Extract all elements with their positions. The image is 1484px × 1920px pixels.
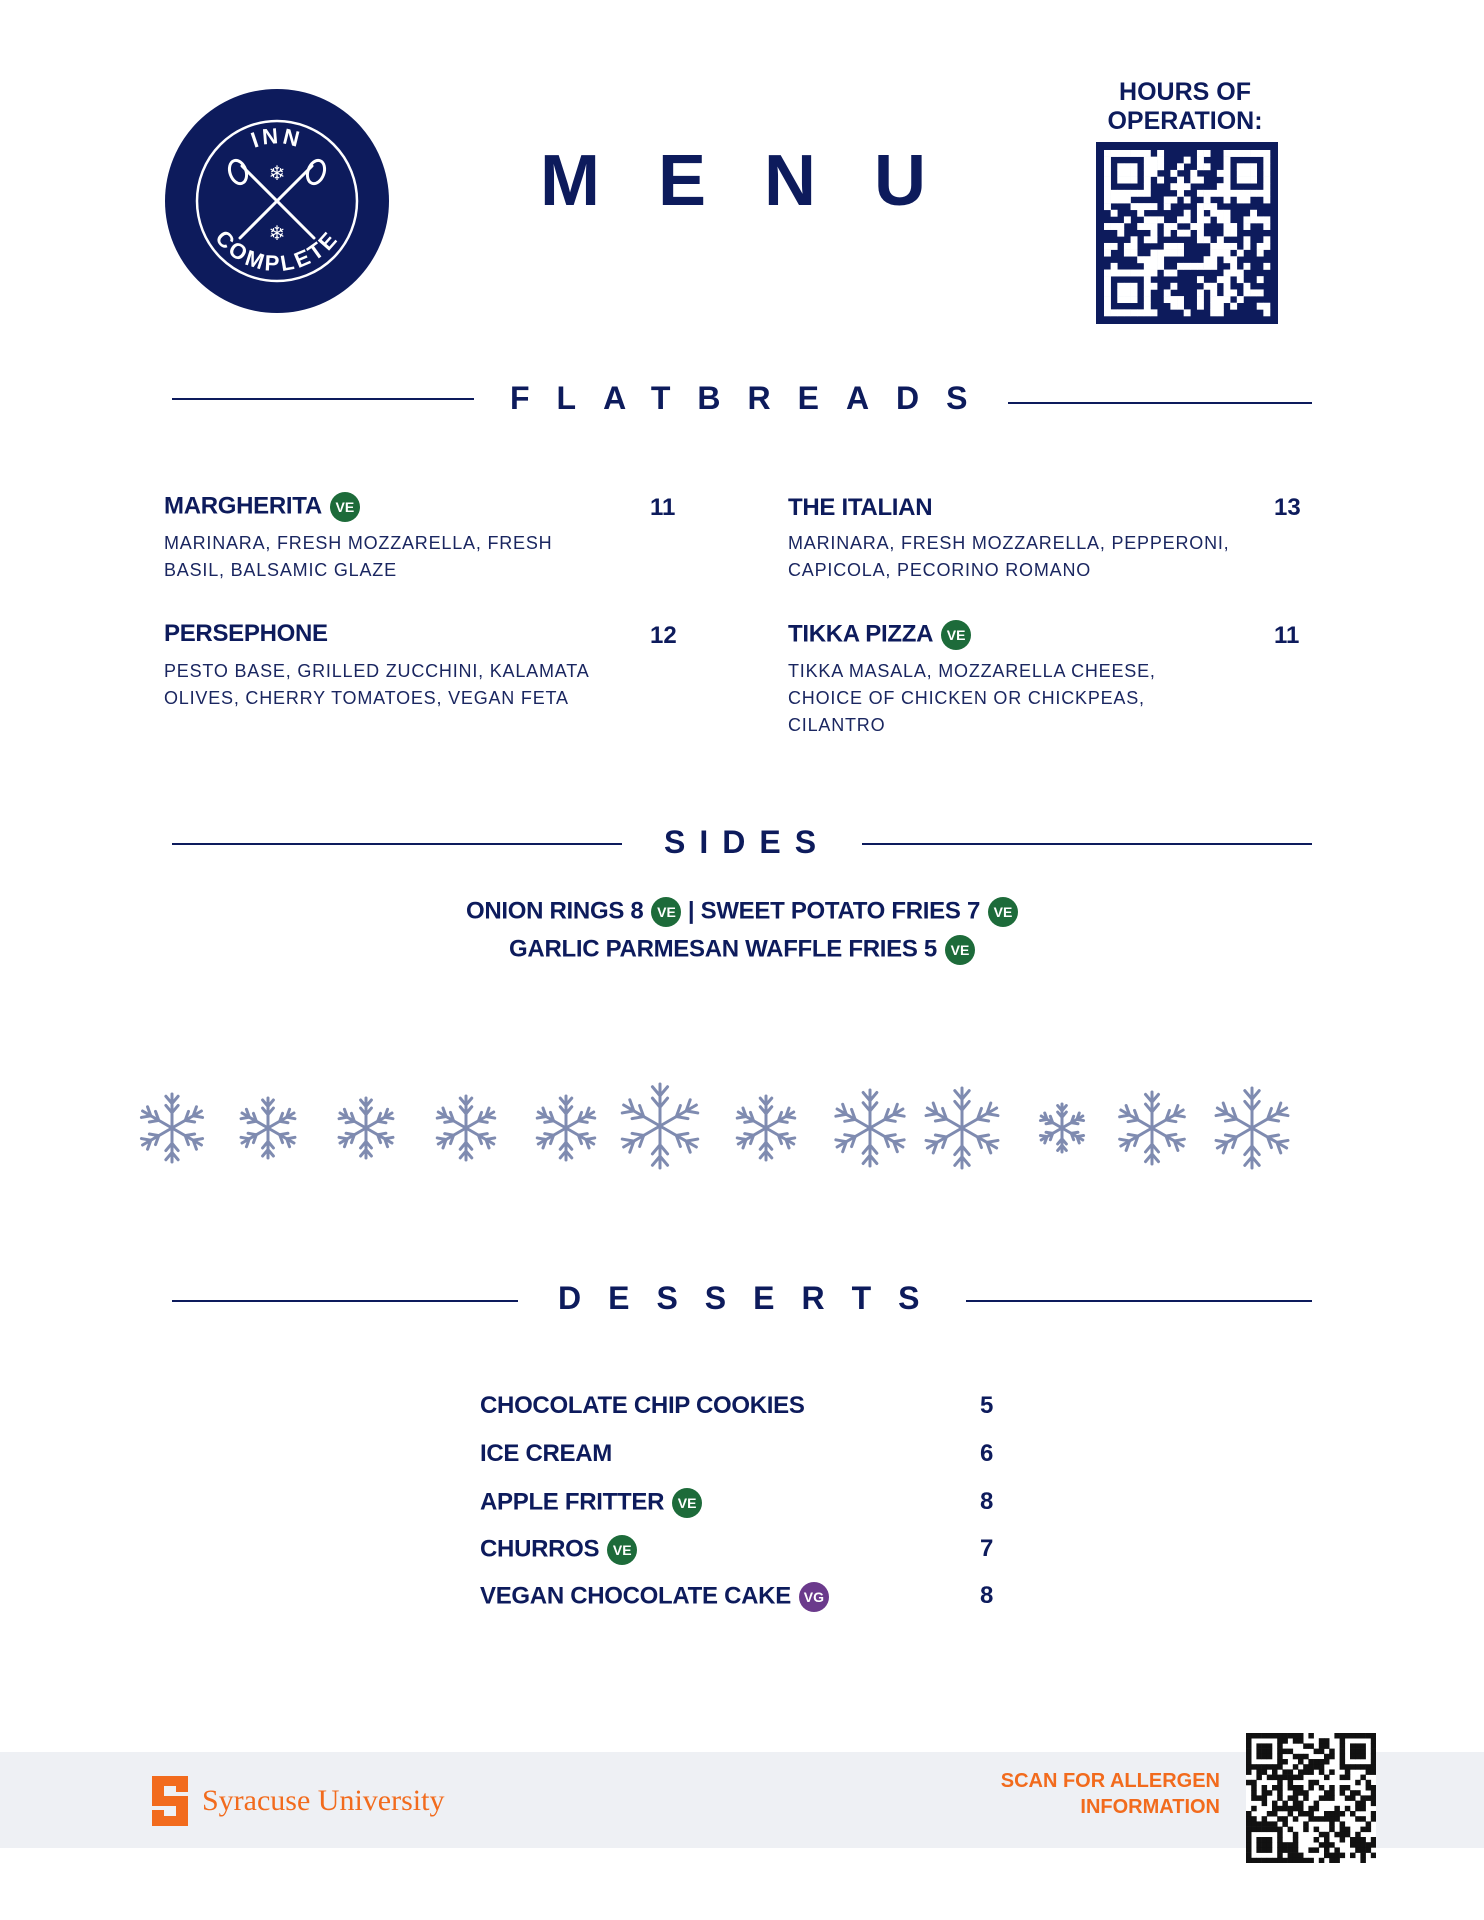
snowflake-icon bbox=[241, 1098, 295, 1158]
dessert-name: VEGAN CHOCOLATE CAKE VG bbox=[480, 1582, 829, 1612]
snowflake-icon bbox=[437, 1096, 495, 1160]
divider-line bbox=[172, 398, 474, 400]
menu-item-name: MARGHERITA VE bbox=[164, 492, 360, 522]
menu-item-name: TIKKA PIZZA VE bbox=[788, 620, 971, 650]
menu-item-name: PERSEPHONE bbox=[164, 620, 328, 647]
menu-item-price: 11 bbox=[1274, 622, 1300, 649]
snowflake-icon bbox=[537, 1096, 595, 1160]
svg-text:❄: ❄ bbox=[268, 223, 286, 245]
dessert-name: CHOCOLATE CHIP COOKIES bbox=[480, 1392, 805, 1419]
inn-complete-logo bbox=[164, 88, 390, 314]
snowflake-decoration bbox=[130, 1072, 1330, 1192]
dessert-price: 5 bbox=[980, 1392, 994, 1419]
vegan-badge: VE bbox=[651, 897, 681, 927]
page-title: MENU bbox=[540, 141, 984, 221]
allergen-qr-code[interactable] bbox=[1246, 1733, 1376, 1863]
hours-of-operation-label: HOURS OF OPERATION: bbox=[1107, 78, 1263, 135]
dessert-row bbox=[480, 1440, 1000, 1480]
menu-item-description: TIKKA MASALA, MOZZARELLA CHEESE, CHOICE OF CHICKEN OR CHICKPEAS, CILANTRO bbox=[788, 661, 1156, 735]
menu-item-description: MARINARA, FRESH MOZZARELLA, PEPPERONI, CAPICOLA, PECORINO ROMANO bbox=[788, 533, 1230, 580]
divider-line bbox=[966, 1300, 1312, 1302]
vegan-badge: VE bbox=[941, 620, 971, 650]
dessert-price: 6 bbox=[980, 1440, 994, 1467]
menu-item-price: 11 bbox=[650, 494, 676, 521]
dessert-price: 7 bbox=[980, 1535, 994, 1562]
section-title-desserts: DESSERTS bbox=[558, 1280, 947, 1316]
divider-line bbox=[1008, 402, 1312, 404]
section-title-flatbreads: FLATBREADS bbox=[510, 380, 995, 416]
divider-line bbox=[172, 843, 622, 845]
svg-text:❄: ❄ bbox=[268, 163, 286, 185]
sides-line-2: GARLIC PARMESAN WAFFLE FRIES 5 VE bbox=[0, 935, 1484, 965]
menu-item-name: THE ITALIAN bbox=[788, 494, 933, 521]
dessert-row bbox=[480, 1535, 1000, 1575]
dessert-row bbox=[480, 1392, 1000, 1432]
snowflake-icon bbox=[926, 1088, 998, 1168]
snowflake-icon bbox=[1040, 1104, 1083, 1152]
dessert-price: 8 bbox=[980, 1582, 994, 1609]
dessert-row bbox=[480, 1582, 1000, 1622]
dessert-name: ICE CREAM bbox=[480, 1440, 612, 1467]
menu-item-description: PESTO BASE, GRILLED ZUCCHINI, KALAMATA OLIVES, CHERRY TOMATOES, VEGAN FETA bbox=[164, 661, 590, 708]
snowflake-icon bbox=[141, 1094, 202, 1162]
snowflake-icon bbox=[339, 1098, 393, 1158]
dessert-price: 8 bbox=[980, 1488, 994, 1515]
vegan-badge: VE bbox=[672, 1488, 702, 1518]
section-title-sides: SIDES bbox=[664, 824, 831, 860]
svg-text:COMPLETE: COMPLETE bbox=[210, 225, 344, 277]
divider-line bbox=[862, 843, 1312, 845]
vegan-badge: VE bbox=[330, 492, 360, 522]
menu-item-price: 13 bbox=[1274, 494, 1301, 521]
sides-line-1: ONION RINGS 8 VE | SWEET POTATO FRIES 7 VE bbox=[0, 897, 1484, 927]
vegan-badge: VE bbox=[945, 935, 975, 965]
snowflake-icon bbox=[836, 1090, 904, 1166]
divider-line bbox=[172, 1300, 518, 1302]
snowflake-icon bbox=[1120, 1092, 1185, 1164]
vegan-badge: VE bbox=[988, 897, 1018, 927]
dessert-name: CHURROS VE bbox=[480, 1535, 637, 1565]
snowflake-icon bbox=[737, 1096, 795, 1160]
university-name: Syracuse University bbox=[202, 1784, 445, 1817]
snowflake-icon bbox=[1216, 1088, 1288, 1168]
allergen-scan-label: SCAN FOR ALLERGEN INFORMATION bbox=[1000, 1770, 1220, 1818]
vegetarian-badge: VG bbox=[799, 1582, 829, 1612]
svg-text:INN: INN bbox=[247, 123, 305, 153]
menu-item-price: 12 bbox=[650, 622, 677, 649]
snowflake-icon bbox=[622, 1084, 698, 1168]
dessert-row bbox=[480, 1488, 1000, 1528]
dessert-name: APPLE FRITTER VE bbox=[480, 1488, 702, 1518]
syracuse-s-logo bbox=[148, 1772, 192, 1830]
hours-qr-code[interactable] bbox=[1096, 142, 1278, 324]
vegan-badge: VE bbox=[607, 1535, 637, 1565]
menu-item-description: MARINARA, FRESH MOZZARELLA, FRESH BASIL, BALSAMIC GLAZE bbox=[164, 533, 553, 580]
